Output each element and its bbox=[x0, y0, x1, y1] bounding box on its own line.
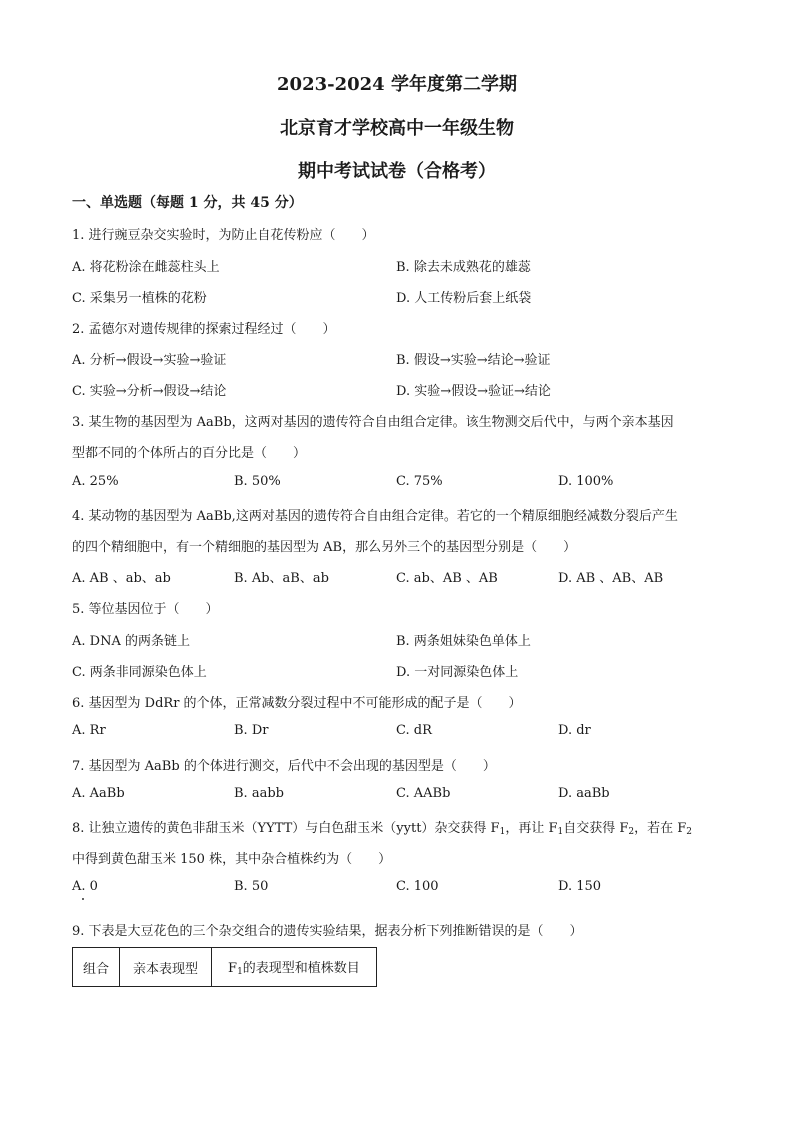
q5-option-c: C. 两条非同源染色体上 bbox=[72, 665, 207, 680]
question-1-stem: 1. 进行豌豆杂交实验时，为防止自花传粉应（ ） bbox=[72, 228, 375, 243]
q4-option-d: D. AB 、AB、AB bbox=[558, 571, 664, 586]
q8-text-part-a: 8. 让独立遗传的黄色非甜玉米（YYTT）与白色甜玉米（yytt）杂交获得 F bbox=[72, 821, 500, 836]
title-line-1: 2023-2024 学年度第二学期 bbox=[277, 74, 517, 95]
q1-option-c: C. 采集另一植株的花粉 bbox=[72, 291, 207, 306]
question-2-stem: 2. 孟德尔对遗传规律的探索过程经过（ ） bbox=[72, 322, 336, 337]
q8-text-part-b: ，再让 F bbox=[505, 821, 558, 836]
f1-subscript: 1 bbox=[237, 967, 243, 977]
table-header-f1 bbox=[212, 948, 377, 987]
question-9-stem: 9. 下表是大豆花色的三个杂交组合的遗传实验结果，据表分析下列推断错误的是（ ） bbox=[72, 924, 583, 939]
q6-option-d: D. dr bbox=[558, 723, 591, 738]
q1-option-b: B. 除去未成熟花的雄蕊 bbox=[396, 260, 531, 275]
q4-option-a: A. AB 、ab、ab bbox=[72, 571, 171, 586]
q8-option-d: D. 150 bbox=[558, 879, 602, 894]
question-6-stem: 6. 基因型为 DdRr 的个体，正常减数分裂过程中不可能形成的配子是（ ） bbox=[72, 696, 522, 711]
q8-subscript-1b: 1 bbox=[557, 827, 564, 837]
q7-option-d: D. aaBb bbox=[558, 786, 610, 801]
table-header-group: 组合 bbox=[73, 948, 120, 987]
q2-option-c: C. 实验→分析→假设→结论 bbox=[72, 384, 227, 399]
question-8-stem-line2: 中得到黄色甜玉米 150 株，其中杂合植株约为（ ） bbox=[72, 852, 392, 867]
f1-letter: F bbox=[228, 961, 238, 976]
table-header-parent-phenotype: 亲本表现型 bbox=[120, 948, 212, 987]
q8-subscript-2a: 2 bbox=[628, 827, 635, 837]
question-3-stem-line2: 型都不同的个体所占的百分比是（ ） bbox=[72, 446, 307, 461]
q8-subscript-2b: 2 bbox=[686, 827, 692, 837]
title-line-2: 北京育才学校高中一年级生物 bbox=[280, 118, 514, 139]
q1-option-a: A. 将花粉涂在雌蕊柱头上 bbox=[72, 260, 220, 275]
q9-results-table bbox=[72, 947, 377, 987]
q3-option-a: A. 25% bbox=[72, 474, 119, 489]
question-8-stem-line1 bbox=[72, 817, 692, 837]
section-heading: 一、单选题（每题 1 分，共 45 分） bbox=[72, 195, 303, 211]
q2-option-d: D. 实验→假设→验证→结论 bbox=[396, 384, 551, 399]
q8-text-part-d: ，若在 F bbox=[634, 821, 687, 836]
q6-option-b: B. Dr bbox=[234, 723, 269, 738]
f1-header-text: 的表现型和植株数目 bbox=[242, 961, 360, 976]
q8-option-a: A. 0 bbox=[72, 879, 98, 894]
q8-option-b: B. 50 bbox=[234, 879, 269, 894]
q4-option-c: C. ab、AB 、AB bbox=[396, 571, 498, 586]
question-5-stem: 5. 等位基因位于（ ） bbox=[72, 602, 219, 617]
q7-option-b: B. aabb bbox=[234, 786, 284, 801]
q4-option-b: B. Ab、aB、ab bbox=[234, 571, 329, 586]
q5-option-b: B. 两条姐妹染色单体上 bbox=[396, 634, 531, 649]
q8-text-part-c: 自交获得 F bbox=[563, 821, 629, 836]
question-3-stem-line1: 3. 某生物的基因型为 AaBb，这两对基因的遗传符合自由组合定律。该生物测交后代中，与两个亲本基因 bbox=[72, 415, 674, 430]
q6-option-a: A. Rr bbox=[72, 723, 106, 738]
question-4-stem-line1: 4. 某动物的基因型为 AaBb,这两对基因的遗传符合自由组合定律。若它的一个精原细胞经减数分裂后产生 bbox=[72, 509, 678, 524]
q7-option-c: C. AABb bbox=[396, 786, 451, 801]
table-header-row bbox=[73, 948, 377, 987]
q1-option-d: D. 人工传粉后套上纸袋 bbox=[396, 291, 532, 306]
q8-subscript-1a: 1 bbox=[499, 827, 506, 837]
q3-option-b: B. 50% bbox=[234, 474, 281, 489]
question-7-stem: 7. 基因型为 AaBb 的个体进行测交，后代中不会出现的基因型是（ ） bbox=[72, 759, 496, 774]
q3-option-d: D. 100% bbox=[558, 474, 614, 489]
stray-dot bbox=[82, 898, 84, 900]
q2-option-a: A. 分析→假设→实验→验证 bbox=[72, 353, 227, 368]
q6-option-c: C. dR bbox=[396, 723, 432, 738]
question-4-stem-line2: 的四个精细胞中，有一个精细胞的基因型为 AB，那么另外三个的基因型分别是（ ） bbox=[72, 540, 577, 555]
q3-option-c: C. 75% bbox=[396, 474, 443, 489]
q8-option-c: C. 100 bbox=[396, 879, 439, 894]
q2-option-b: B. 假设→实验→结论→验证 bbox=[396, 353, 551, 368]
q7-option-a: A. AaBb bbox=[72, 786, 125, 801]
q5-option-d: D. 一对同源染色体上 bbox=[396, 665, 519, 680]
q5-option-a: A. DNA 的两条链上 bbox=[72, 634, 190, 649]
title-line-3: 期中考试试卷（合格考） bbox=[298, 161, 496, 182]
